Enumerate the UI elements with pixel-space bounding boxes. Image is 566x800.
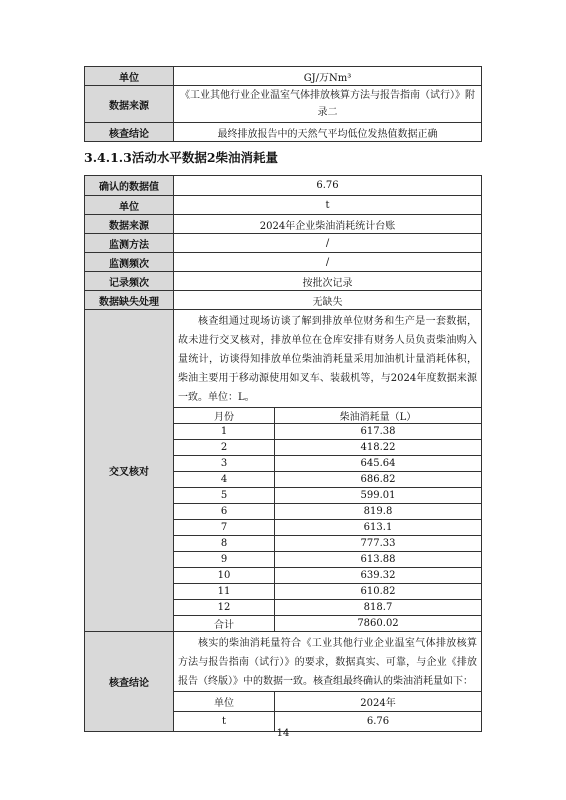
record-frequency-label: 记录频次 bbox=[85, 272, 174, 291]
total-label: 合计 bbox=[174, 616, 275, 632]
unit-label: 单位 bbox=[85, 196, 174, 215]
monthly-row bbox=[174, 568, 481, 584]
page-number: 14 bbox=[276, 728, 290, 739]
month-cell: 12 bbox=[174, 600, 275, 616]
monthly-row bbox=[174, 488, 481, 504]
gas-parameter-table bbox=[84, 66, 482, 142]
consumption-cell: 613.1 bbox=[275, 520, 482, 536]
month-cell: 3 bbox=[174, 456, 275, 472]
final-value-table bbox=[174, 691, 481, 731]
consumption-cell: 686.82 bbox=[275, 472, 482, 488]
monitor-frequency-value: / bbox=[174, 253, 482, 272]
final-year-value: 6.76 bbox=[275, 712, 482, 732]
monthly-row bbox=[174, 584, 481, 600]
source-value: 《工业其他行业企业温室气体排放核算方法与报告指南（试行）》附录二 bbox=[174, 86, 482, 123]
consumption-cell: 418.22 bbox=[275, 440, 482, 456]
final-year-header: 2024年 bbox=[275, 692, 482, 712]
month-cell: 6 bbox=[174, 504, 275, 520]
source-label: 数据来源 bbox=[85, 86, 174, 123]
record-frequency-value: 按批次记录 bbox=[174, 272, 482, 291]
unit-value: t bbox=[174, 196, 482, 215]
monthly-row bbox=[174, 536, 481, 552]
unit-value: GJ/万Nm³ bbox=[174, 67, 482, 86]
consumption-cell: 599.01 bbox=[275, 488, 482, 504]
total-value: 7860.02 bbox=[275, 616, 482, 632]
monthly-row bbox=[174, 504, 481, 520]
monthly-row bbox=[174, 552, 481, 568]
consumption-cell: 777.33 bbox=[275, 536, 482, 552]
month-cell: 2 bbox=[174, 440, 275, 456]
month-cell: 10 bbox=[174, 568, 275, 584]
consumption-cell: 645.64 bbox=[275, 456, 482, 472]
section-heading: 3.4.1.3活动水平数据2柴油消耗量 bbox=[84, 150, 279, 165]
consumption-cell: 613.88 bbox=[275, 552, 482, 568]
cross-check-text: 核查组通过现场访谈了解到排放单位财务和生产是一套数据，故未进行交叉核对，排放单位在仓库安排有财务人员负责柴油购入量统计，访谈得知排放单位柴油消耗量采用加油机计量消耗体积，柴油主要用于移动源使用如叉车、装载机等，与2024年度数据来源一致。单位：L。 bbox=[178, 316, 477, 403]
month-cell: 1 bbox=[174, 424, 275, 440]
monthly-consumption-table bbox=[174, 407, 481, 631]
monthly-row bbox=[174, 456, 481, 472]
final-conclusion-text: 核实的柴油消耗量符合《工业其他行业企业温室气体排放核算方法与报告指南（试行）》的要求，数据真实、可靠，与企业《排放报告（终版）》中的数据一致。核查组最终确认的柴油消耗量如下： bbox=[178, 638, 477, 687]
final-conclusion-label: 核查结论 bbox=[85, 632, 174, 732]
final-unit-header: 单位 bbox=[174, 692, 275, 712]
unit-label: 单位 bbox=[85, 67, 174, 86]
monthly-row bbox=[174, 472, 481, 488]
source-label: 数据来源 bbox=[85, 215, 174, 234]
source-value: 2024年企业柴油消耗统计台账 bbox=[174, 215, 482, 234]
month-cell: 9 bbox=[174, 552, 275, 568]
month-cell: 7 bbox=[174, 520, 275, 536]
monthly-row bbox=[174, 520, 481, 536]
consumption-cell: 818.7 bbox=[275, 600, 482, 616]
missing-data-value: 无缺失 bbox=[174, 291, 482, 310]
consumption-cell: 610.82 bbox=[275, 584, 482, 600]
month-cell: 4 bbox=[174, 472, 275, 488]
confirmed-value-label: 确认的数据值 bbox=[85, 176, 174, 196]
month-cell: 11 bbox=[174, 584, 275, 600]
consumption-cell: 819.8 bbox=[275, 504, 482, 520]
monthly-row bbox=[174, 424, 481, 440]
monthly-row bbox=[174, 440, 481, 456]
month-cell: 8 bbox=[174, 536, 275, 552]
monitor-frequency-label: 监测频次 bbox=[85, 253, 174, 272]
cross-check-label: 交叉核对 bbox=[85, 310, 174, 632]
total-row bbox=[174, 616, 481, 632]
final-unit-value: t bbox=[174, 712, 275, 732]
consumption-cell: 617.38 bbox=[275, 424, 482, 440]
confirmed-value: 6.76 bbox=[174, 176, 482, 196]
consumption-header: 柴油消耗量（L） bbox=[275, 408, 482, 424]
diesel-consumption-table bbox=[84, 175, 482, 732]
cross-check-cell bbox=[174, 310, 482, 632]
consumption-cell: 639.32 bbox=[275, 568, 482, 584]
conclusion-value: 最终排放报告中的天然气平均低位发热值数据正确 bbox=[174, 123, 482, 142]
conclusion-label: 核查结论 bbox=[85, 123, 174, 142]
missing-data-label: 数据缺失处理 bbox=[85, 291, 174, 310]
monitor-method-value: / bbox=[174, 234, 482, 253]
month-cell: 5 bbox=[174, 488, 275, 504]
month-header: 月份 bbox=[174, 408, 275, 424]
final-conclusion-cell bbox=[174, 632, 482, 732]
monthly-row bbox=[174, 600, 481, 616]
monitor-method-label: 监测方法 bbox=[85, 234, 174, 253]
